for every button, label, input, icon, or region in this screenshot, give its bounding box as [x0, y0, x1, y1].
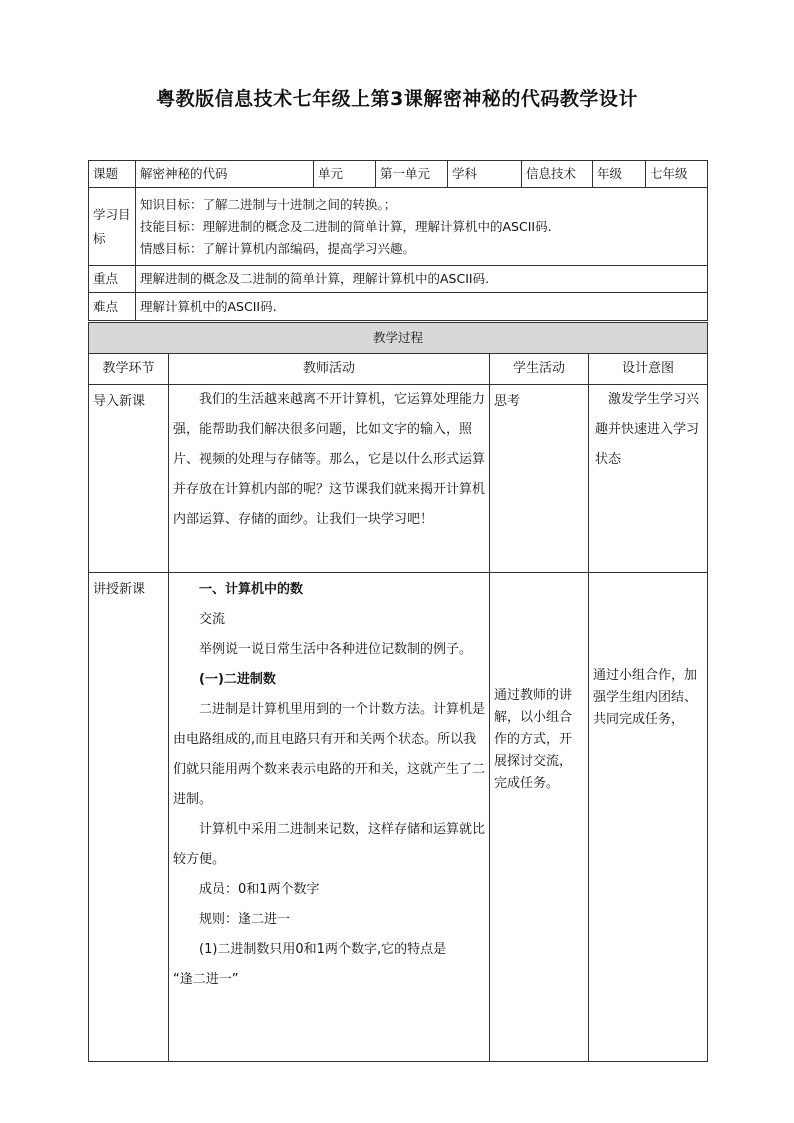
lecture-stage: 讲授新课	[89, 573, 169, 1062]
intro-teacher	[169, 385, 490, 573]
lecture-heading-1: 一、计算机中的数	[199, 582, 304, 597]
intro-stage: 导入新课	[89, 385, 169, 573]
lecture-paragraph-3: (1)二进制数只用0和1两个数字,它的特点是	[199, 942, 447, 957]
grade-value: 七年级	[646, 161, 708, 188]
knowledge-objective: 知识目标：了解二进制与十进制之间的转换。；	[140, 196, 397, 212]
info-table	[88, 160, 708, 321]
unit-value: 第一单元	[376, 161, 448, 188]
key-point-value: 理解进制的概念及二进制的简单计算，理解计算机中的ASCII码.	[136, 266, 708, 293]
lecture-example: 举例说一说日常生活中各种进位记数制的例子。	[199, 642, 473, 657]
process-header: 教学过程	[89, 323, 708, 354]
skill-objective: 技能目标：理解进制的概念及二进制的简单计算，理解计算机中的ASCII码.	[140, 218, 552, 234]
lecture-paragraph-1: 二进制是计算机里用到的一个计数方法。计算机是由电路组成的,而且电路只有开和关两个状态。所以我们就只能用两个数来表示电路的开和关，这就产生了二进制。	[173, 702, 486, 807]
lecture-members: 成员：0和1两个数字	[199, 882, 320, 897]
col-student-header: 学生活动	[490, 354, 589, 385]
difficulty-value: 理解计算机中的ASCII码.	[136, 293, 708, 321]
col-intent-header: 设计意图	[589, 354, 708, 385]
lecture-teacher	[169, 573, 490, 1062]
unit-label: 单元	[314, 161, 376, 188]
grade-label: 年级	[593, 161, 646, 188]
intro-teacher-text: 我们的生活越来越离不开计算机，它运算处理能力强，能帮助我们解决很多问题，比如文字的输入，照片、视频的处理与存储等。那么，它是以什么形式运算并存放在计算机内部的呢？这节课我们就来揭开计算机内部运算、存储的面纱。让我们一块学习吧！	[173, 392, 486, 527]
lecture-exchange: 交流	[199, 612, 226, 627]
lecture-heading-2: (一)二进制数	[199, 672, 276, 687]
lecture-paragraph-2: 计算机中采用二进制来记数，这样存储和运算就比较方便。	[173, 822, 486, 867]
intro-student: 思考	[490, 385, 589, 573]
subject-value: 信息技术	[522, 161, 593, 188]
intro-intent	[589, 385, 708, 573]
objectives-cell	[136, 188, 708, 266]
document-title: 粤教版信息技术七年级上第3课解密神秘的代码教学设计	[156, 88, 638, 110]
col-stage-header: 教学环节	[89, 354, 169, 385]
objectives-label: 学习目标	[89, 188, 136, 266]
lecture-student: 通过教师的讲解，以小组合作的方式，开展探讨交流，完成任务。	[490, 573, 589, 1062]
emotion-objective: 情感目标：了解计算机内部编码，提高学习兴趣。	[140, 240, 416, 256]
intro-intent-text: 激发学生学习兴趣并快速进入学习状态	[595, 392, 700, 467]
process-table	[88, 322, 708, 1062]
topic-label: 课题	[89, 161, 136, 188]
lecture-quote: “逢二进一”	[173, 972, 239, 987]
lecture-intent: 通过小组合作，加强学生组内团结、共同完成任务，	[589, 573, 708, 1062]
key-point-label: 重点	[89, 266, 136, 293]
topic-value: 解密神秘的代码	[136, 161, 314, 188]
difficulty-label: 难点	[89, 293, 136, 321]
subject-label: 学科	[448, 161, 522, 188]
col-teacher-header: 教师活动	[169, 354, 490, 385]
lecture-rule: 规则：逢二进一	[199, 912, 291, 927]
